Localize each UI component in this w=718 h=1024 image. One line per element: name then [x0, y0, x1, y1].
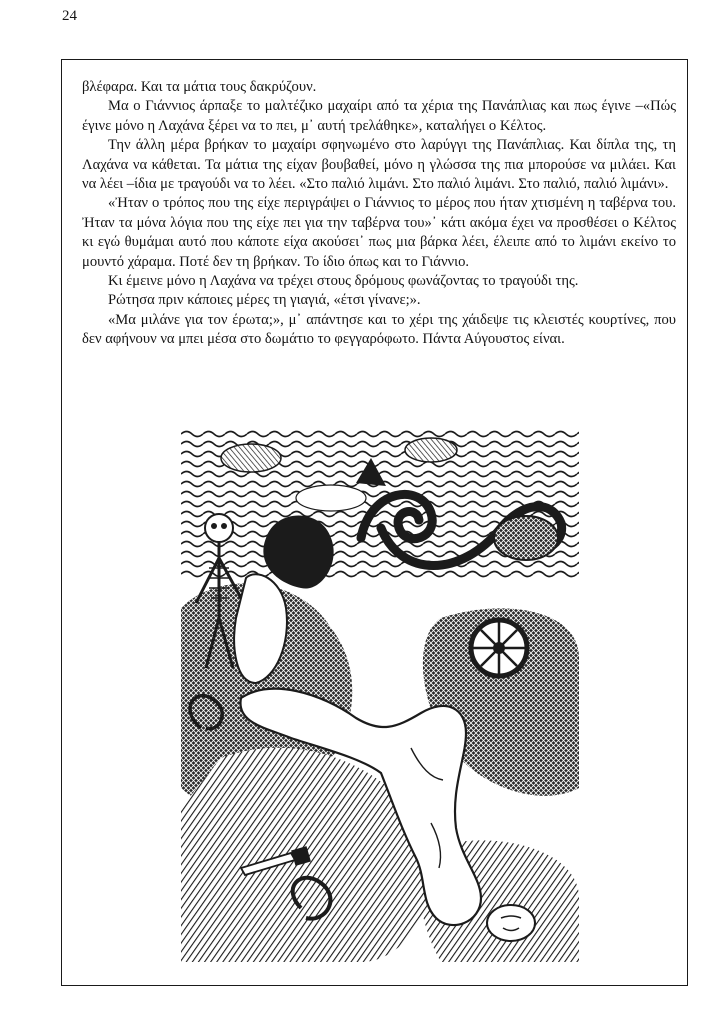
paragraph: «Μα μιλάνε για τον έρωτα;», μ᾽ απάντησε και το χέρι της χάιδεψε τις κλειστές κουρτίνες, που δεν αφήνουν να μπει μέσα στο δωμάτιο το φεγγαρόφωτο. Πάντα Αύγουστος είναι. — [82, 311, 676, 348]
skull — [205, 514, 233, 542]
page-number: 24 — [62, 8, 77, 24]
engraving-illustration — [181, 428, 579, 962]
sea-foam — [221, 444, 281, 472]
paragraph: «Ἠταν ο τρόπος που της είχε περιγράψει ο Γιάννιος το μέρος που ήταν χτισμένη η ταβέρνα του. Ἠταν τα μόνα λόγια που της είχε πει για την ταβέρνα του»᾽ κάτι ακόμα έχει να προσθέσει ο Κέλτος κι εγώ θυμάμαι αυτό που κάποτε είχα ακούσει᾽ πως μια βάρκα λέει, έλειπε από το λιμάνι εκείνο το μουντό χάραμα. Ποτέ δεν τη βρήκαν. Το ίδιο όπως και το Γιάννιο. — [82, 195, 676, 270]
paragraph: Ρώτησα πριν κάποιες μέρες τη γιαγιά, «έτσι γίνανε;». — [108, 292, 421, 309]
sea-foam — [296, 485, 366, 511]
serpent-head — [494, 516, 558, 560]
paragraph: Κι έμεινε μόνο η Λαχάνα να τρέχει στους δρόμους φωνάζοντας το τραγούδι της. — [108, 273, 579, 290]
fallen-face — [487, 905, 535, 941]
body-text — [82, 78, 676, 350]
paragraph: βλέφαρα. Και τα μάτια τους δακρύζουν. — [82, 79, 317, 95]
paragraph: Την άλλη μέρα βρήκαν το μαχαίρι σφηνωμένο στο λαρύγγι της Πανάπλιας. Και δίπλα της, τη Λαχάνα να κάθεται. Τα μάτια της είχαν βουβαθεί, μόνο η γλώσσα της πια μπορούσε να μιλάει. Και να λέει –ίδια με τραγούδι να το λέει. «Στο παλιό λιμάνι. Στο παλιό λιμάνι. Στο παλιό, παλιό λιμάνι». — [82, 137, 676, 193]
sea-foam — [405, 438, 457, 462]
paragraph: Μα ο Γιάννιος άρπαξε το μαλτέζικο μαχαίρι από τα χέρια της Πανάπλιας και πως έγινε –«Πώς έγινε μόνο η Λαχάνα ξέρει να το πει, μ᾽ αυτή τρελάθηκε», καταλήγει ο Κέλτος. — [82, 98, 676, 134]
